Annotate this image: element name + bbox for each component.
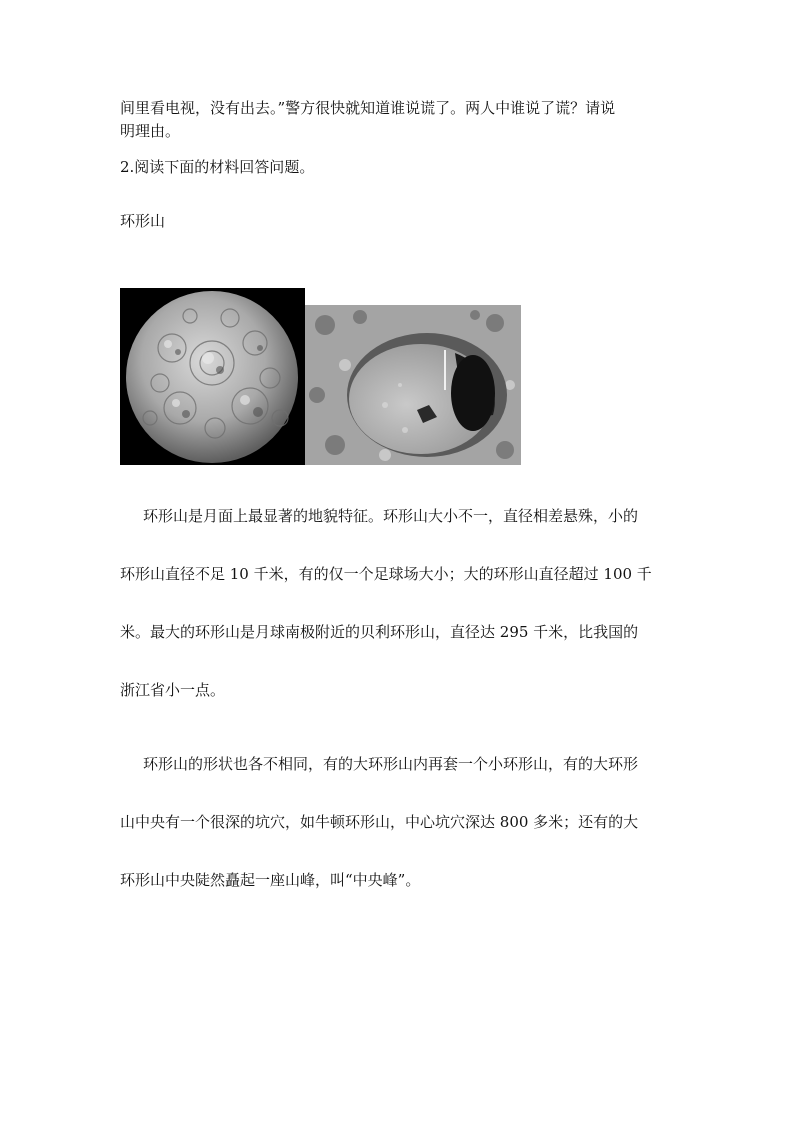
paragraph-2-line-3: 环形山中央陡然矗起一座山峰，叫“中央峰”。: [120, 871, 421, 889]
paragraph-1-line-4: 浙江省小一点。: [120, 681, 226, 699]
paragraph-2-line-1: 环形山的形状也各不相同，有的大环形山内再套一个小环形山，有的大环形: [143, 755, 639, 773]
text-line-2: 明理由。: [120, 122, 181, 140]
paragraph-2-line-2: 山中央有一个很深的坑穴，如牛顿环形山，中心坑穴深达 800 多米；还有的大: [120, 813, 639, 831]
paragraph-1-line-2: 环形山直径不足 10 千米，有的仅一个足球场大小；大的环形山直径超过 100 千: [120, 565, 652, 583]
question-heading: 2.阅读下面的材料回答问题。: [120, 158, 315, 176]
paragraph-1-line-3: 米。最大的环形山是月球南极附近的贝利环形山，直径达 295 千米，比我国的: [120, 623, 639, 641]
crater-closeup-image: [305, 305, 521, 465]
paragraph-1-line-1: 环形山是月面上最显著的地貌特征。环形山大小不一，直径相差悬殊，小的: [143, 507, 639, 525]
text-line-1: 间里看电视，没有出去。”警方很快就知道谁说谎了。两人中谁说了谎？请说: [120, 99, 616, 117]
moon-figure: [120, 288, 522, 466]
article-title: 环形山: [120, 212, 166, 230]
moon-south-pole-image: [120, 288, 305, 465]
